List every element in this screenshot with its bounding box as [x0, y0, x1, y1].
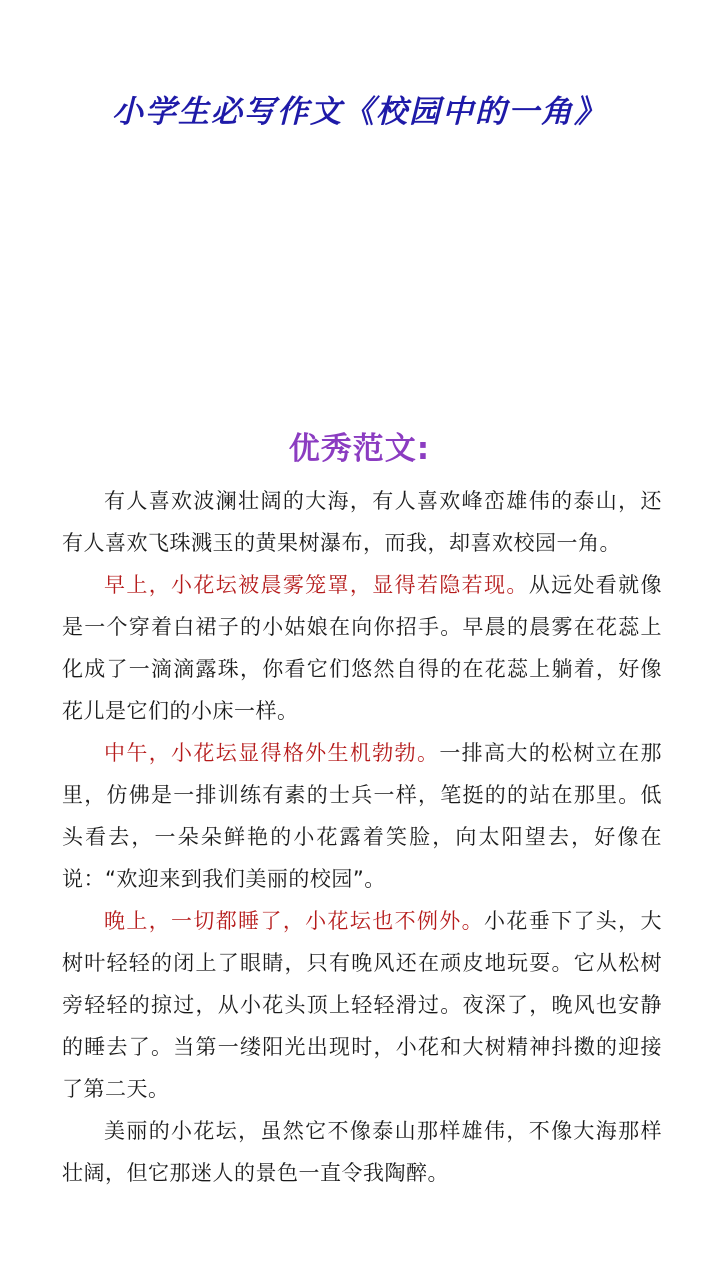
page-title: 小学生必写作文《校园中的一角》 — [112, 94, 607, 130]
essay-paragraph-4 — [62, 900, 662, 1110]
paragraph-text: 从远处看就像是一个穿着白裙子的小姑娘在向你招手。早晨的晨雾在花蕊上化成了一滴滴露珠，你看它们悠然自得的在花蕊上躺着，好像花儿是它们的小床一样。 — [62, 573, 663, 723]
essay-paragraph-2 — [62, 564, 662, 732]
essay-paragraph-5 — [62, 1110, 662, 1194]
paragraph-highlight: 晚上，一切都睡了，小花坛也不例外。 — [104, 909, 485, 933]
section-heading: 优秀范文: — [288, 431, 431, 467]
paragraph-highlight: 早上，小花坛被晨雾笼罩，显得若隐若现。 — [104, 573, 529, 597]
essay-paragraph-3 — [62, 732, 662, 900]
paragraph-text: 美丽的小花坛，虽然它不像泰山那样雄伟，不像大海那样壮阔，但它那迷人的景色一直令我陶醉。 — [62, 1119, 662, 1185]
paragraph-text: 小花垂下了头，大树叶轻轻的闭上了眼睛，只有晚风还在顽皮地玩耍。它从松树旁轻轻的掠过，从小花头顶上轻轻滑过。夜深了，晚风也安静的睡去了。当第一缕阳光出现时，小花和大树精神抖擞的迎接了第二天。 — [62, 909, 663, 1101]
paragraph-text: 一排高大的松树立在那里，仿佛是一排训练有素的士兵一样，笔挺的的站在那里。低头看去，一朵朵鲜艳的小花露着笑脸，向太阳望去，好像在说：“欢迎来到我们美丽的校园”。 — [62, 741, 662, 891]
essay-body — [62, 480, 662, 1194]
paragraph-text: 有人喜欢波澜壮阔的大海，有人喜欢峰峦雄伟的泰山，还有人喜欢飞珠溅玉的黄果树瀑布，而我，却喜欢校园一角。 — [62, 489, 662, 555]
essay-paragraph-1 — [62, 480, 662, 564]
paragraph-highlight: 中午，小花坛显得格外生机勃勃。 — [104, 741, 440, 765]
